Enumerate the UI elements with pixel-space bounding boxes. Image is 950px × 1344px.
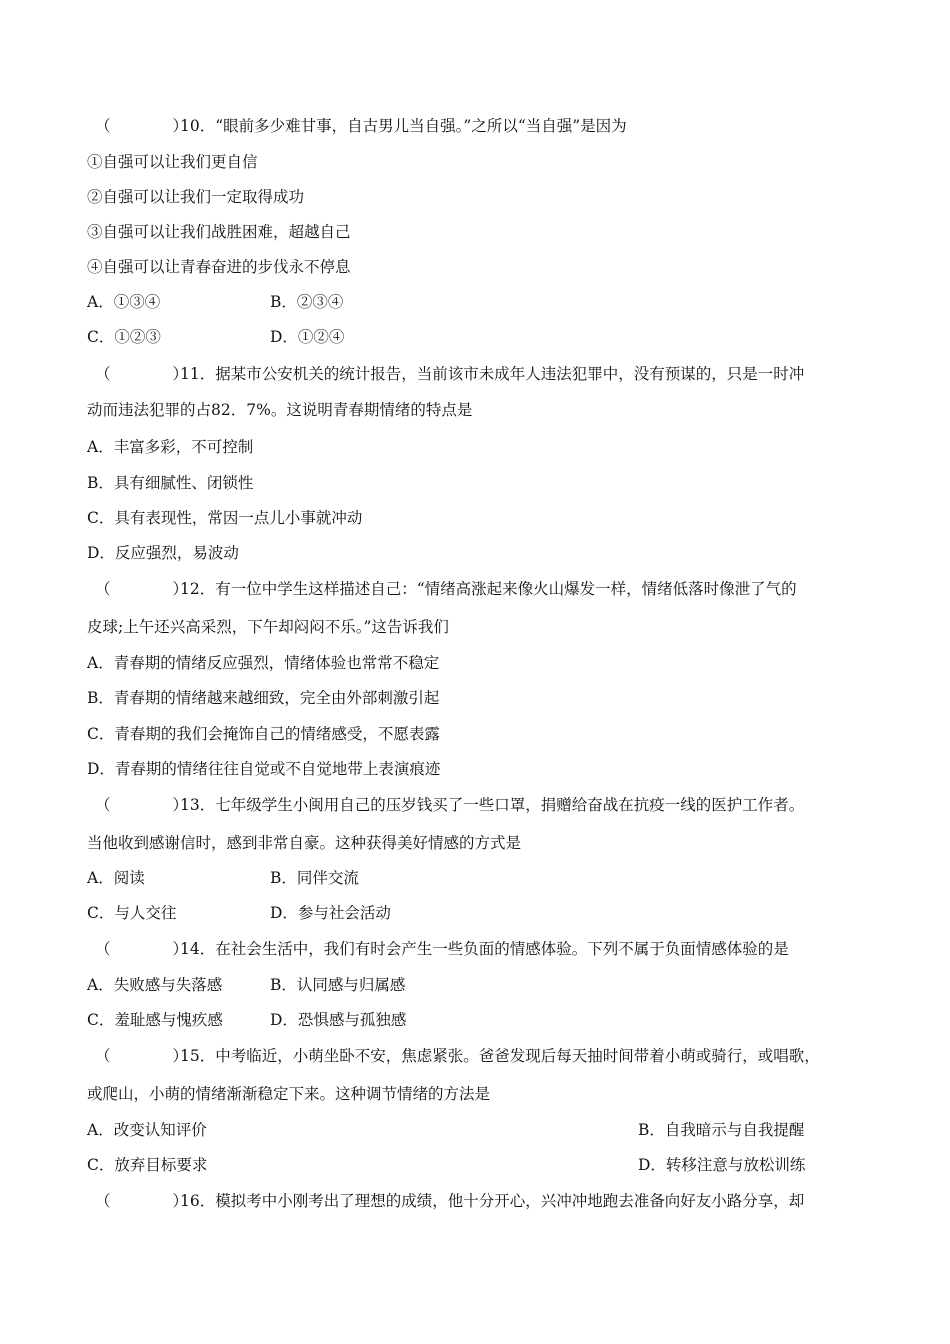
answer-blank[interactable]: （ ） xyxy=(95,1192,189,1210)
question-text: 11．据某市公安机关的统计报告，当前该市未成年人违法犯罪中，没有预谋的，只是一时冲 xyxy=(180,365,805,383)
options-row xyxy=(87,292,862,312)
option-a[interactable]: A．青春期的情绪反应强烈，情绪体验也常常不稳定 xyxy=(87,654,440,672)
question-text: 14．在社会生活中，我们有时会产生一些负面的情感体验。下列不属于负面情感体验的是 xyxy=(180,940,789,958)
statement-1: ①自强可以让我们更自信 xyxy=(87,153,258,171)
options-row xyxy=(87,327,862,347)
option-d[interactable]: D．转移注意与放松训练 xyxy=(638,1156,806,1174)
question-text: 13．七年级学生小闽用自己的压岁钱买了一些口罩，捐赠给奋战在抗疫一线的医护工作者。 xyxy=(180,796,805,814)
options-row xyxy=(87,1120,862,1140)
answer-blank[interactable]: （ ） xyxy=(95,580,189,598)
answer-blank[interactable]: （ ） xyxy=(95,365,189,383)
options-row xyxy=(87,903,862,923)
answer-blank[interactable]: （ ） xyxy=(95,796,189,814)
statement-3: ③自强可以让我们战胜困难，超越自己 xyxy=(87,223,351,241)
option-d[interactable]: D．参与社会活动 xyxy=(270,904,391,922)
statement-4: ④自强可以让青春奋进的步伐永不停息 xyxy=(87,258,351,276)
answer-blank[interactable]: （ ） xyxy=(95,940,189,958)
question-11-stem xyxy=(87,364,862,384)
question-text: 12．有一位中学生这样描述自己：“情绪高涨起来像火山爆发一样，情绪低落时像泄了气的 xyxy=(180,580,797,598)
question-13-stem xyxy=(87,795,862,815)
answer-blank[interactable]: （ ） xyxy=(95,1047,189,1065)
option-d[interactable]: D．①②④ xyxy=(270,328,345,346)
question-14-stem xyxy=(87,939,862,959)
question-text: 16．模拟考中小刚考出了理想的成绩，他十分开心，兴冲冲地跑去准备向好友小路分享，却 xyxy=(180,1192,805,1210)
options-row xyxy=(87,868,862,888)
question-10-stem xyxy=(87,116,862,136)
question-text-cont: 或爬山，小萌的情绪渐渐稳定下来。这种调节情绪的方法是 xyxy=(87,1085,491,1103)
question-text-cont: 皮球;上午还兴高采烈，下午却闷闷不乐。”这告诉我们 xyxy=(87,618,449,636)
statement-2: ②自强可以让我们一定取得成功 xyxy=(87,188,305,206)
option-a[interactable]: A．阅读 xyxy=(87,869,145,887)
question-16-stem xyxy=(87,1191,862,1211)
option-d[interactable]: D．反应强烈，易波动 xyxy=(87,544,239,562)
option-c[interactable]: C．具有表现性，常因一点儿小事就冲动 xyxy=(87,509,363,527)
question-text-cont: 动而违法犯罪的占82．7%。这说明青春期情绪的特点是 xyxy=(87,401,473,419)
option-b[interactable]: B．同伴交流 xyxy=(270,869,359,887)
option-c[interactable]: C．青春期的我们会掩饰自己的情绪感受，不愿表露 xyxy=(87,725,440,743)
option-c[interactable]: C．①②③ xyxy=(87,328,161,346)
option-c[interactable]: C．羞耻感与愧疚感 xyxy=(87,1011,223,1029)
option-d[interactable]: D．恐惧感与孤独感 xyxy=(270,1011,407,1029)
option-b[interactable]: B．②③④ xyxy=(270,293,344,311)
question-12-stem xyxy=(87,579,862,599)
option-b[interactable]: B．具有细腻性、闭锁性 xyxy=(87,474,254,492)
option-b[interactable]: B．认同感与归属感 xyxy=(270,976,406,994)
options-row xyxy=(87,975,862,995)
answer-blank[interactable]: （ ） xyxy=(95,117,189,135)
options-row xyxy=(87,1010,862,1030)
question-text: 15．中考临近，小萌坐卧不安，焦虑紧张。爸爸发现后每天抽时间带着小萌或骑行，或唱歌， xyxy=(180,1047,820,1065)
option-b[interactable]: B．青春期的情绪越来越细致，完全由外部刺激引起 xyxy=(87,689,440,707)
question-text-cont: 当他收到感谢信时，感到非常自豪。这种获得美好情感的方式是 xyxy=(87,834,522,852)
option-a[interactable]: A．丰富多彩，不可控制 xyxy=(87,438,254,456)
option-a[interactable]: A．改变认知评价 xyxy=(87,1121,207,1139)
question-text: 10．“眼前多少难甘事，自古男儿当自强。”之所以“当自强”是因为 xyxy=(180,117,627,135)
option-c[interactable]: C．与人交往 xyxy=(87,904,177,922)
option-a[interactable]: A．①③④ xyxy=(87,293,161,311)
question-15-stem xyxy=(87,1046,862,1066)
option-b[interactable]: B．自我暗示与自我提醒 xyxy=(638,1121,805,1139)
option-d[interactable]: D．青春期的情绪往往自觉或不自觉地带上表演痕迹 xyxy=(87,760,441,778)
options-row xyxy=(87,1155,862,1175)
option-a[interactable]: A．失败感与失落感 xyxy=(87,976,223,994)
option-c[interactable]: C．放弃目标要求 xyxy=(87,1156,208,1174)
